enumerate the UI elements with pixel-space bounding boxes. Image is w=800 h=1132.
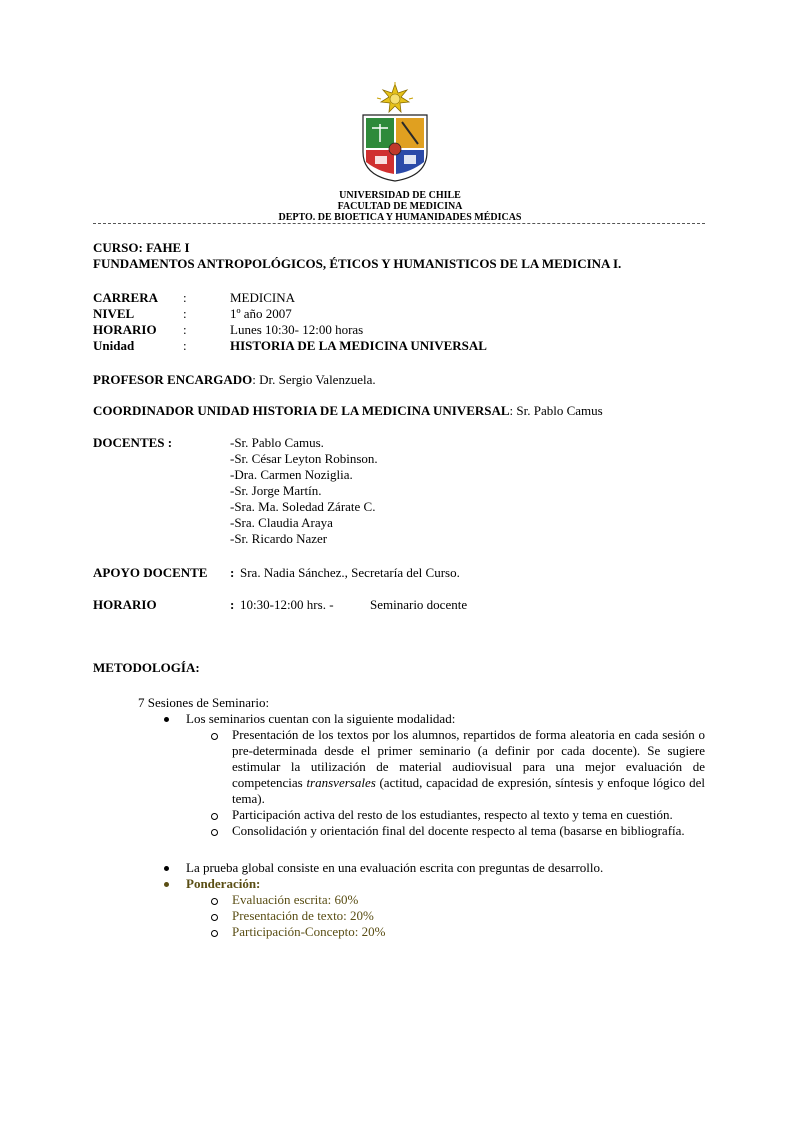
sub-item-italic: transversales	[306, 775, 376, 790]
info-label-carrera: CARRERA	[93, 290, 158, 305]
info-label-nivel: NIVEL	[93, 306, 135, 321]
sub-bullet-circle	[211, 829, 218, 836]
course-title: FUNDAMENTOS ANTROPOLÓGICOS, ÉTICOS Y HUMANISTICOS DE LA MEDICINA I.	[93, 256, 622, 271]
horario2-activity: Seminario docente	[370, 597, 468, 612]
sub-item-presentacion	[232, 727, 705, 807]
docentes-label: DOCENTES :	[93, 435, 173, 450]
sub-item-text: (actitud, capacidad de expresión, síntesis y enfoque lógico del tema).	[232, 775, 705, 806]
university-crest-logo	[355, 82, 435, 182]
course-code: CURSO: FAHE I	[93, 240, 190, 255]
info-colon: :	[183, 290, 187, 305]
horario2-time: 10:30-12:00 hrs. -	[240, 597, 334, 612]
sub-item-participacion: Participación activa del resto de los estudiantes, respecto al texto y tema en cuestión.	[232, 807, 673, 822]
metodologia-intro: 7 Sesiones de Seminario:	[138, 695, 270, 710]
info-label-horario: HORARIO	[93, 322, 157, 337]
header-university: UNIVERSIDAD DE CHILE	[339, 190, 461, 201]
info-value-carrera: MEDICINA	[230, 290, 295, 305]
profesor-value: : Dr. Sergio Valenzuela.	[252, 372, 376, 387]
bullet-dot	[164, 717, 169, 722]
docente-name: -Sr. Ricardo Nazer	[230, 531, 328, 546]
info-label-unidad: Unidad	[93, 338, 135, 353]
docente-name: -Sr. Pablo Camus.	[230, 435, 324, 450]
bullet-dot	[164, 866, 169, 871]
info-value-nivel: 1º año 2007	[230, 306, 292, 321]
horario2-colon: :	[230, 597, 235, 612]
docente-name: -Sr. Jorge Martín.	[230, 483, 322, 498]
docente-name: -Dra. Carmen Noziglia.	[230, 467, 353, 482]
docente-name: -Sra. Claudia Araya	[230, 515, 333, 530]
sub-bullet-circle	[211, 914, 218, 921]
bullet-prueba: La prueba global consiste en una evaluación escrita con preguntas de desarrollo.	[186, 860, 604, 875]
bullet-ponderacion: Ponderación:	[186, 876, 261, 891]
apoyo-label: APOYO DOCENTE	[93, 565, 208, 580]
sub-item-consolidacion: Consolidación y orientación final del docente respecto al tema (basarse en bibliografía.	[232, 823, 685, 838]
sub-item-text: Presentación de los textos por los alumnos, repartidos de forma aleatoria en cada sesión o pre-determinada desde el primer seminario (a definir por cada docente). Se sugiere estimular la utilización de material audiovisual para una mejor evaluación de competencias	[232, 727, 705, 790]
profesor-line	[93, 372, 376, 388]
header-faculty: FACULTAD DE MEDICINA	[337, 201, 463, 212]
sub-bullet-circle	[211, 733, 218, 740]
bullet-dot	[164, 882, 169, 887]
info-value-unidad: HISTORIA DE LA MEDICINA UNIVERSAL	[230, 338, 487, 353]
info-colon: :	[183, 306, 187, 321]
docente-name: -Sra. Ma. Soledad Zárate C.	[230, 499, 376, 514]
metodologia-heading: METODOLOGÍA:	[93, 660, 200, 675]
info-colon: :	[183, 322, 187, 337]
sub-bullet-circle	[211, 930, 218, 937]
shield	[363, 115, 427, 181]
docente-name: -Sr. César Leyton Robinson.	[230, 451, 378, 466]
profesor-label: PROFESOR ENCARGADO	[93, 372, 253, 387]
coordinador-label: COORDINADOR UNIDAD HISTORIA DE LA MEDICINA UNIVERSAL	[93, 403, 510, 418]
ponderacion-item: Evaluación escrita: 60%	[232, 892, 359, 907]
sub-bullet-circle	[211, 898, 218, 905]
coordinador-value: : Sr. Pablo Camus	[509, 403, 603, 418]
apoyo-value: Sra. Nadia Sánchez., Secretaría del Curso.	[240, 565, 460, 580]
bullet-modalidad: Los seminarios cuentan con la siguiente modalidad:	[186, 711, 456, 726]
star-emblem	[377, 82, 413, 112]
ponderacion-item: Presentación de texto: 20%	[232, 908, 374, 923]
dashed-divider	[93, 223, 705, 224]
header-department: DEPTO. DE BIOETICA Y HUMANIDADES MÉDICAS	[278, 212, 522, 223]
coordinador-line	[93, 403, 603, 419]
ponderacion-item: Participación-Concepto: 20%	[232, 924, 386, 939]
sub-bullet-circle	[211, 813, 218, 820]
info-colon: :	[183, 338, 187, 353]
horario2-label: HORARIO	[93, 597, 157, 612]
apoyo-colon: :	[230, 565, 235, 580]
info-value-horario: Lunes 10:30- 12:00 horas	[230, 322, 364, 337]
